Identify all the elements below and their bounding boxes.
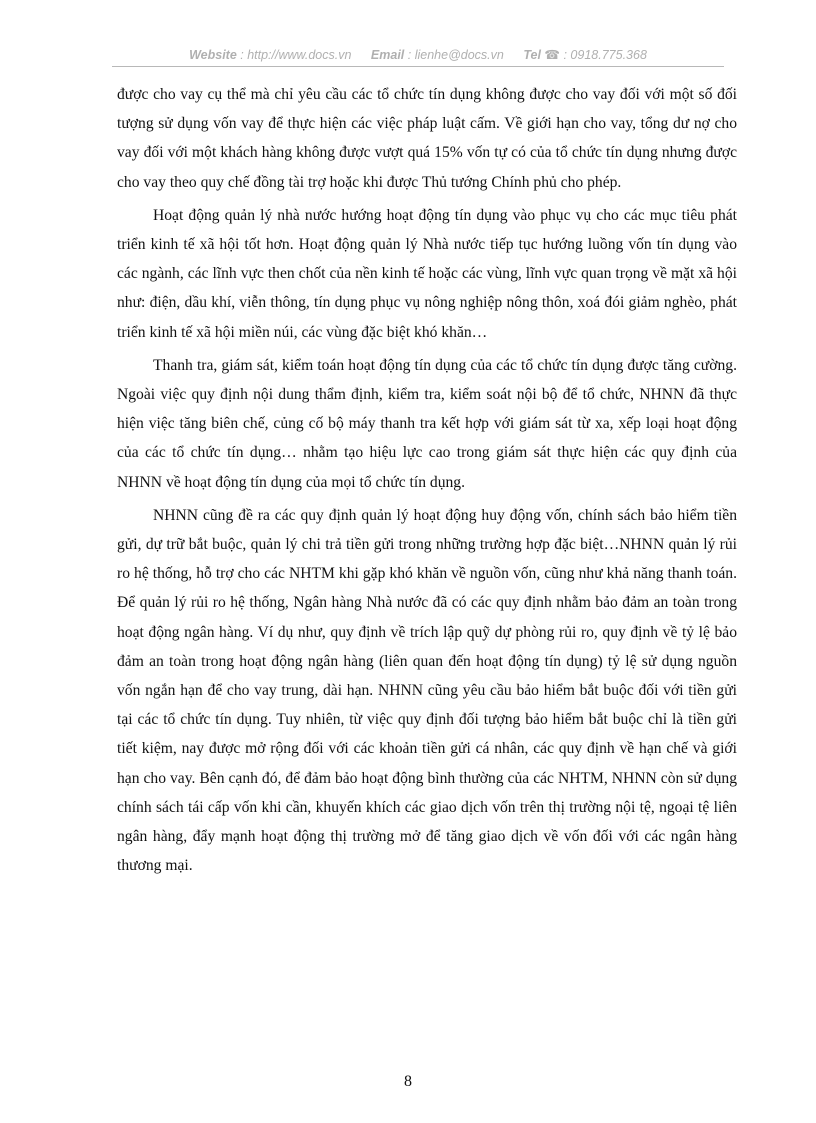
document-body xyxy=(117,80,737,884)
tel-number: : 0918.775.368 xyxy=(563,48,647,62)
tel-label: Tel xyxy=(523,48,541,62)
paragraph-2: Hoạt động quản lý nhà nước hướng hoạt động tín dụng vào phục vụ cho các mục tiêu phát triển kinh tế xã hội tốt hơn. Hoạt động quản lý Nhà nước tiếp tục hướng luồng vốn tín dụng vào các ngành, các lĩnh vực then chốt của nền kinh tế hoặc các vùng, lĩnh vực quan trọng về mặt xã hội như: điện, dầu khí, viễn thông, tín dụng phục vụ nông nghiệp nông thôn, xoá đói giảm nghèo, phát triển kinh tế xã hội miền núi, các vùng đặc biệt khó khăn… xyxy=(117,206,737,341)
page-number: 8 xyxy=(404,1073,412,1090)
website-url[interactable]: : http://www.docs.vn xyxy=(240,48,352,62)
website-label: Website xyxy=(189,48,237,62)
paragraph-4: NHNN cũng đề ra các quy định quản lý hoạt động huy động vốn, chính sách bảo hiểm tiền gửi, dự trữ bắt buộc, quản lý chi trả tiền gửi trong những trường hợp đặc biệt…NHNN quản lý rủi ro hệ thống, hỗ trợ cho các NHTM khi gặp khó khăn về nguồn vốn, cũng như khả năng thanh toán. Để quản lý rủi ro hệ thống, Ngân hàng Nhà nước đã có các quy định nhằm bảo đảm an toàn trong hoạt động ngân hàng. Ví dụ như, quy định về trích lập quỹ dự phòng rủi ro, quy định về tỷ lệ bảo đảm an toàn trong hoạt động ngân hàng (liên quan đến hoạt động tín dụng) tỷ lệ sử dụng nguồn vốn ngắn hạn để cho vay trung, dài hạn. NHNN cũng yêu cầu bảo hiểm bắt buộc đối với tiền gửi tại các tổ chức tín dụng. Tuy nhiên, từ việc quy định đối tượng bảo hiểm bắt buộc chỉ là tiền gửi tiết kiệm, nay được mở rộng đối với các khoản tiền gửi cá nhân, các quy định về hạn chế và giới hạn cho vay. Bên cạnh đó, để đảm bảo hoạt động bình thường của các NHTM, NHNN còn sử dụng chính sách tái cấp vốn khi cần, khuyến khích các giao dịch vốn trên thị trường nội tệ, ngoại tệ liên ngân hàng, đẩy mạnh hoạt động thị trường mở để tăng giao dịch về vốn đối với các ngân hàng thương mại. xyxy=(117,506,737,875)
phone-icon: ☎ xyxy=(544,48,560,62)
paragraph-3: Thanh tra, giám sát, kiểm toán hoạt động tín dụng của các tổ chức tín dụng được tăng cường. Ngoài việc quy định nội dung thẩm định, kiểm tra, kiểm soát nội bộ để tổ chức, NHNN đã thực hiện việc tăng biên chế, củng cố bộ máy thanh tra kết hợp với giám sát từ xa, xếp loại hoạt động của các tổ chức tín dụng… nhằm tạo hiệu lực cao trong giám sát thực hiện các quy định của NHNN về hoạt động tín dụng của mọi tổ chức tín dụng. xyxy=(117,356,737,491)
header-divider xyxy=(112,66,724,67)
email-label: Email xyxy=(370,48,405,62)
paragraph-1: được cho vay cụ thể mà chỉ yêu cầu các tổ chức tín dụng không được cho vay đối với một số đối tượng sử dụng vốn vay để thực hiện các việc pháp luật cấm. Về giới hạn cho vay, tổng dư nợ cho vay đối với một khách hàng không được vượt quá 15% vốn tự có của tổ chức tín dụng nhưng được cho vay theo quy chế đồng tài trợ hoặc khi được Thủ tướng Chính phủ cho phép. xyxy=(117,86,737,191)
page-header xyxy=(112,47,724,62)
email-address[interactable]: : lienhe@docs.vn xyxy=(407,48,504,62)
